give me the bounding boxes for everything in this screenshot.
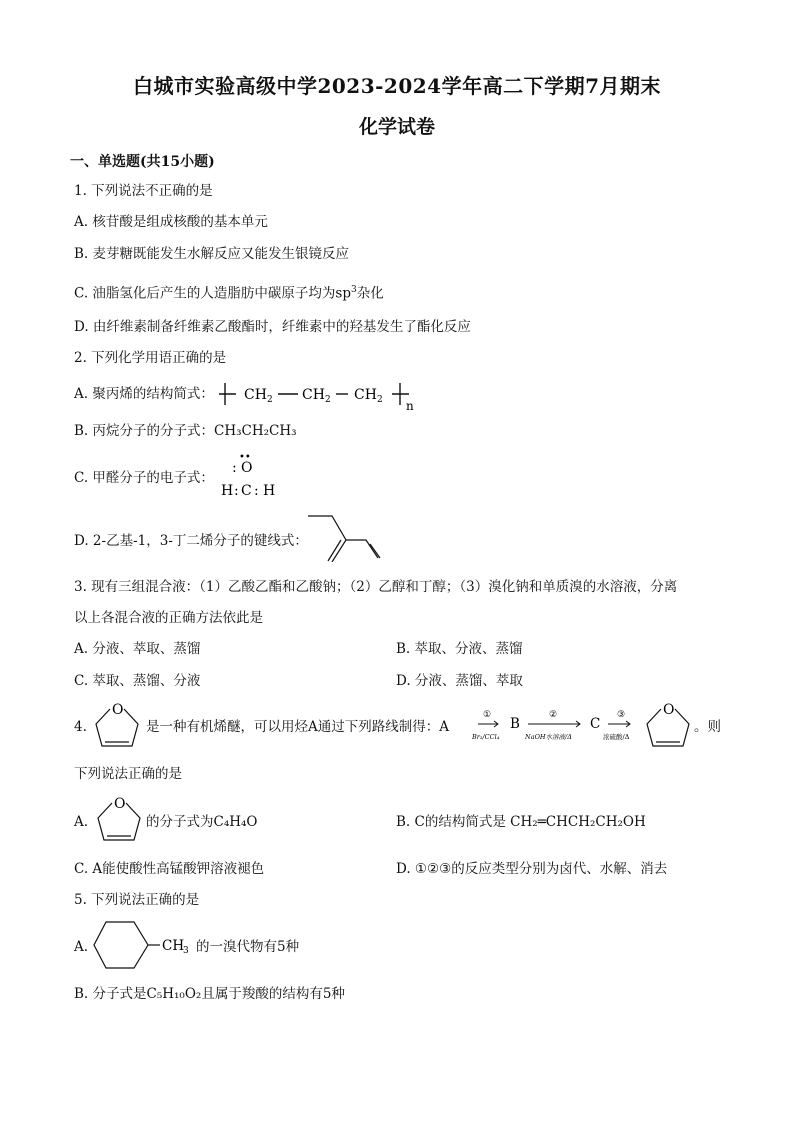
q3-stem-line1: 3. 现有三组混合液：（1）乙酸乙酯和乙酸钠；（2）乙醇和丁醇；（3）溴化钠和单质溴的水溶液，分离 xyxy=(74,579,678,595)
dihydrofuran-structure xyxy=(90,700,146,750)
q5-stem: 5. 下列说法正确的是 xyxy=(74,892,200,908)
q5-option-b: B. 分子式是C₅H₁₀O₂且属于羧酸的结构有5种 xyxy=(74,986,345,1002)
step-3-label: ③ xyxy=(617,710,626,720)
ring-oxygen-text: O xyxy=(663,702,675,718)
q1-option-d: D. 由纤维素制备纤维素乙酸酯时，纤维素中的羟基发生了酯化反应 xyxy=(74,319,471,335)
colon-text: : xyxy=(234,483,239,499)
step-2-label: ② xyxy=(549,710,558,720)
q2-stem: 2. 下列化学用语正确的是 xyxy=(74,350,227,366)
ch2-text: CH xyxy=(302,387,325,403)
methylcyclohexane-structure xyxy=(92,918,194,974)
q3-option-a: A. 分液、萃取、蒸馏 xyxy=(74,641,201,657)
lone-pair-dots: •• xyxy=(239,452,251,463)
q4-stem-end: 。则 xyxy=(694,719,721,735)
q1-option-c-text: C. 油脂氢化后产生的人造脂肪中碳原子均为sp xyxy=(74,285,351,302)
q3-option-d: D. 分液、蒸馏、萃取 xyxy=(396,673,523,689)
oxygen-text: O xyxy=(241,460,253,476)
q1-option-c-sup: 3 xyxy=(351,285,357,295)
synthesis-route xyxy=(470,706,640,746)
sub-text: 2 xyxy=(325,395,331,405)
dihydrofuran-product-structure xyxy=(642,700,696,750)
q3-stem-line2: 以上各混合液的正确方法依此是 xyxy=(74,610,263,626)
q3-option-b: B. 萃取、分液、蒸馏 xyxy=(396,641,523,657)
step-2-condition: NaOH水溶液/Δ xyxy=(525,733,572,741)
sub-text: 2 xyxy=(377,395,383,405)
q1-stem: 1. 下列说法不正确的是 xyxy=(74,183,213,199)
page-title: 白城市实验高级中学2023-2024学年高二下学期7月期末 xyxy=(132,74,662,98)
q2-option-b: B. 丙烷分子的分子式：CH₃CH₂CH₃ xyxy=(74,423,297,439)
q1-option-b: B. 麦芽糖既能发生水解反应又能发生银镜反应 xyxy=(74,246,350,262)
q4-option-a-text: 的分子式为C₄H₄O xyxy=(146,814,258,830)
ring-oxygen-text: O xyxy=(112,702,124,718)
hydrogen-text: H xyxy=(263,483,276,499)
q1-option-c-post: 杂化 xyxy=(356,285,384,302)
ch2-text: CH xyxy=(354,387,377,403)
colon-text: : xyxy=(254,483,259,499)
q5-option-a-text: 的一溴代物有5种 xyxy=(196,939,300,955)
q2-option-a-label: A. 聚丙烯的结构简式： xyxy=(74,386,214,402)
dihydrofuran-option-structure xyxy=(92,794,148,844)
section-heading: 一、单选题(共15小题) xyxy=(70,154,215,170)
q4-option-b: B. C的结构简式是 CH₂═CHCH₂CH₂OH xyxy=(396,814,646,830)
q1-option-c xyxy=(74,281,384,303)
q2-option-d-label: D. 2-乙基-1，3-丁二烯分子的键线式： xyxy=(74,533,308,549)
ch3-sub: 3 xyxy=(183,946,189,956)
q4-number: 4. xyxy=(74,719,87,735)
intermediate-b: B xyxy=(510,716,520,732)
formaldehyde-electron-formula xyxy=(216,448,286,504)
carbon-text: C xyxy=(241,483,252,499)
q4-stem-line2: 下列说法正确的是 xyxy=(74,766,182,782)
ring-oxygen-text: O xyxy=(114,796,126,812)
sub-text: 2 xyxy=(267,395,273,405)
ethyl-butadiene-skeletal-formula xyxy=(300,510,390,562)
hydrogen-text: H xyxy=(221,483,234,499)
polypropylene-formula xyxy=(216,378,426,412)
q4-stem-text: 是一种有机烯醚，可以用烃A通过下列路线制得：A xyxy=(146,719,449,735)
n-text: n xyxy=(406,399,414,412)
colon-text: : xyxy=(232,460,237,476)
q4-option-c: C. A能使酸性高锰酸钾溶液褪色 xyxy=(74,861,265,877)
q4-option-d: D. ①②③的反应类型分别为卤代、水解、消去 xyxy=(396,861,668,877)
step-1-label: ① xyxy=(483,710,492,720)
ch3-text: CH xyxy=(162,938,185,954)
q1-option-a: A. 核苷酸是组成核酸的基本单元 xyxy=(74,214,268,230)
ch2-text: CH xyxy=(244,387,267,403)
step-1-condition: Br₂/CCl₄ xyxy=(472,733,500,741)
q2-option-c-label: C. 甲醛分子的电子式： xyxy=(74,470,214,486)
q3-option-c: C. 萃取、蒸馏、分液 xyxy=(74,673,201,689)
q5-option-a-label: A. xyxy=(74,939,89,955)
step-3-condition: 浓硫酸/Δ xyxy=(603,733,630,741)
q4-option-a-label: A. xyxy=(74,814,89,830)
page-subtitle: 化学试卷 xyxy=(358,116,435,138)
intermediate-c: C xyxy=(590,716,601,732)
